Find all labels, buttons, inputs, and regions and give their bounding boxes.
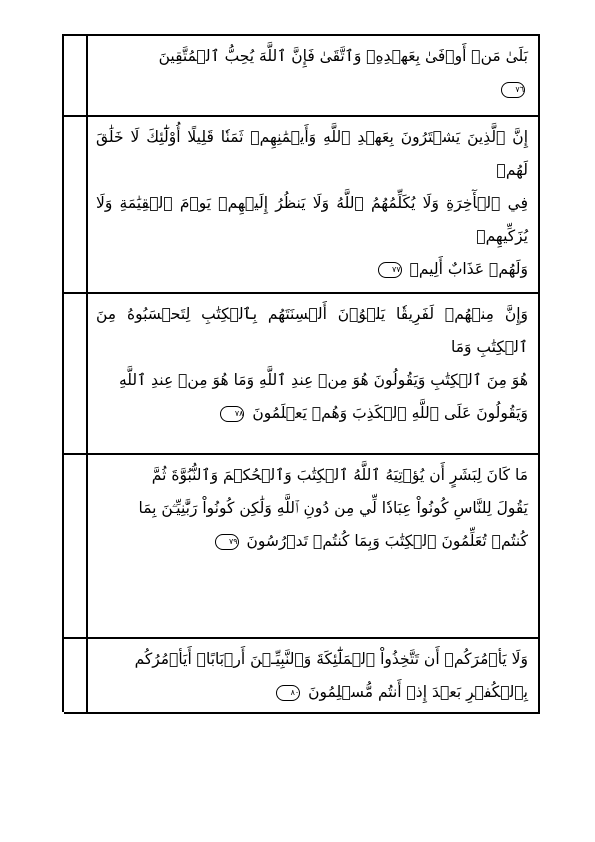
verse-cell [88,639,540,714]
verse-line: بَلَىٰ مَنۡ أَوۡفَىٰ بِعَهۡدِهِۦ وَٱتَّقَىٰ فَإِنَّ ٱللَّهَ يُحِبُّ ٱلۡمُتَّقِينَ [158,47,528,65]
verse-table [62,34,540,712]
verse-cell [88,455,540,639]
verse-line: كُنتُمۡ تُعَلِّمُونَ ٱلۡكِتَٰبَ وَبِمَا كُنتُمۡ تَدۡرُسُونَ ٧٩ [96,525,528,558]
verse-cell [88,117,540,294]
verse-end-marker: ٧٩ [215,534,239,550]
verse-line: بِٱلۡكُفۡرِ بَعۡدَ إِذۡ أَنتُم مُّسۡلِمُونَ ٨٠ [96,676,528,709]
verse-end-marker: ٧٦ [501,82,525,98]
verse-line: إِنَّ ٱلَّذِينَ يَشۡتَرُونَ بِعَهۡدِ ٱللَّهِ وَأَيۡمَٰنِهِمۡ ثَمَنٗا قَلِيلًا أُوْلَٰٓئِكَ لَا خَلَٰقَ لَهُمۡ [96,128,528,179]
verse-cell [88,294,540,455]
verse-line: وَإِنَّ مِنۡهُمۡ لَفَرِيقٗا يَلۡوُۥنَ أَلۡسِنَتَهُم بِٱلۡكِتَٰبِ لِتَحۡسَبُوهُ مِنَ ٱلۡكِتَٰبِ وَمَا [96,305,528,356]
number-column-cell [64,117,88,294]
verse-line: مَا كَانَ لِبَشَرٍ أَن يُؤۡتِيَهُ ٱللَّهُ ٱلۡكِتَٰبَ وَٱلۡحُكۡمَ وَٱلنُّبُوَّةَ ثُمَّ [151,466,528,484]
number-column-cell [64,36,88,117]
verse-line: وَلَهُمۡ عَذَابٌ أَلِيمٞ ٧٧ [96,253,528,286]
verse-line: هُوَ مِنَ ٱلۡكِتَٰبِ وَيَقُولُونَ هُوَ مِنۡ عِندِ ٱللَّهِ وَمَا هُوَ مِنۡ عِندِ ٱللَّهِ [118,371,528,389]
verse-line: وَلَا يَأۡمُرَكُمۡ أَن تَتَّخِذُواْ ٱلۡمَلَٰٓئِكَةَ وَٱلنَّبِيِّـۧنَ أَرۡبَابًاۗ أَيَأۡمُرُكُم [134,650,528,668]
verse-end-marker: ٧٨ [220,406,244,422]
verse-line: وَيَقُولُونَ عَلَى ٱللَّهِ ٱلۡكَذِبَ وَهُمۡ يَعۡلَمُونَ ٧٨ [96,397,528,430]
verse-end-marker: ٨٠ [276,685,300,701]
number-column-cell [64,294,88,455]
verse-line: يَقُولَ لِلنَّاسِ كُونُواْ عِبَادٗا لِّي مِن دُونِ ٱللَّهِ وَلَٰكِن كُونُواْ رَبَّٰنِيِّـۧنَ بِمَا [138,499,528,517]
number-column-cell [64,639,88,714]
verse-cell [88,36,540,117]
verse-line: فِي ٱلۡأٓخِرَةِ وَلَا يُكَلِّمُهُمُ ٱللَّهُ وَلَا يَنظُرُ إِلَيۡهِمۡ يَوۡمَ ٱلۡقِيَٰمَةِ وَلَا يُزَكِّيهِمۡ [96,194,528,245]
verse-end-marker: ٧٧ [378,262,402,278]
number-column-cell [64,455,88,639]
